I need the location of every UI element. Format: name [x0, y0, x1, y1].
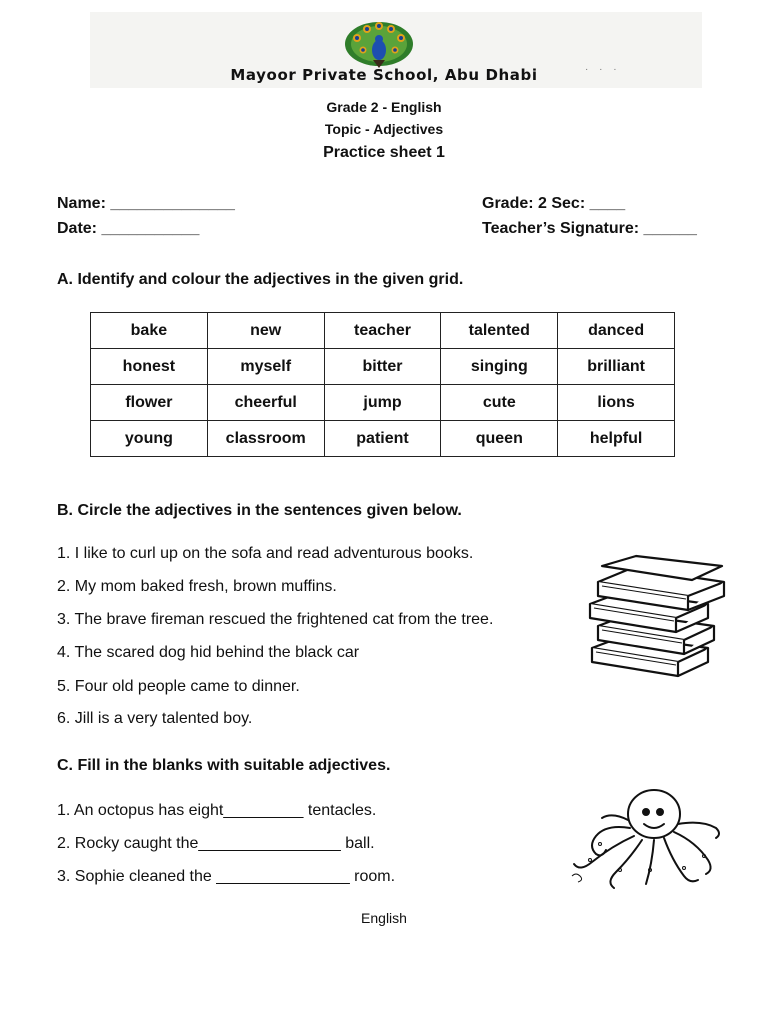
- sentence-c3: 3. Sophie cleaned the _______________ room.: [57, 868, 396, 885]
- sentence-b6: 6. Jill is a very talented boy.: [57, 710, 253, 727]
- sheet-title: Practice sheet 1: [323, 144, 445, 161]
- sentence-b3: 3. The brave fireman rescued the frightened cat from the tree.: [57, 611, 494, 628]
- grid-row: [91, 313, 675, 349]
- footer-label: English: [361, 910, 407, 926]
- sentence-c2: 2. Rocky caught the________________ ball.: [57, 835, 375, 852]
- octopus-icon: [566, 784, 726, 894]
- name-field: Name: ______________: [57, 195, 235, 212]
- section-b-heading: B. Circle the adjectives in the sentences given below.: [57, 502, 462, 519]
- school-name: Mayoor Private School, Abu Dhabi: [230, 66, 538, 84]
- grid-cell: bake: [91, 313, 208, 349]
- grid-row: [91, 421, 675, 457]
- grid-cell: teacher: [324, 313, 441, 349]
- peacock-logo-icon: [343, 20, 415, 70]
- adjective-grid: [90, 312, 675, 457]
- sentence-b1: 1. I like to curl up on the sofa and read adventurous books.: [57, 545, 474, 562]
- sentence-c1: 1. An octopus has eight_________ tentacles.: [57, 802, 377, 819]
- grid-cell: young: [91, 421, 208, 457]
- date-field: Date: ___________: [57, 220, 200, 237]
- grid-cell: lions: [558, 385, 675, 421]
- grid-row: [91, 349, 675, 385]
- grid-cell: danced: [558, 313, 675, 349]
- grid-cell: myself: [207, 349, 324, 385]
- grid-cell: honest: [91, 349, 208, 385]
- grid-cell: singing: [441, 349, 558, 385]
- grid-cell: helpful: [558, 421, 675, 457]
- grid-row: [91, 385, 675, 421]
- grid-cell: talented: [441, 313, 558, 349]
- grade-subject: Grade 2 - English: [326, 99, 442, 115]
- sentence-b5: 5. Four old people came to dinner.: [57, 678, 300, 695]
- grid-cell: flower: [91, 385, 208, 421]
- grid-cell: cute: [441, 385, 558, 421]
- grid-cell: queen: [441, 421, 558, 457]
- grid-cell: jump: [324, 385, 441, 421]
- section-c-heading: C. Fill in the blanks with suitable adjectives.: [57, 757, 391, 774]
- grid-cell: new: [207, 313, 324, 349]
- stack-of-books-icon: [584, 552, 730, 682]
- sentence-b4: 4. The scared dog hid behind the black car: [57, 644, 360, 661]
- sentence-b2: 2. My mom baked fresh, brown muffins.: [57, 578, 337, 595]
- grid-cell: brilliant: [558, 349, 675, 385]
- topic-title: Topic - Adjectives: [324, 121, 444, 137]
- grid-cell: classroom: [207, 421, 324, 457]
- teacher-signature-field: Teacher’s Signature: ______: [482, 220, 697, 237]
- grid-cell: patient: [324, 421, 441, 457]
- grid-cell: cheerful: [207, 385, 324, 421]
- grid-cell: bitter: [324, 349, 441, 385]
- grade-section-field: Grade: 2 Sec: ____: [482, 195, 626, 212]
- banner-speckles: · · ·: [585, 64, 621, 75]
- section-a-heading: A. Identify and colour the adjectives in the given grid.: [57, 271, 464, 288]
